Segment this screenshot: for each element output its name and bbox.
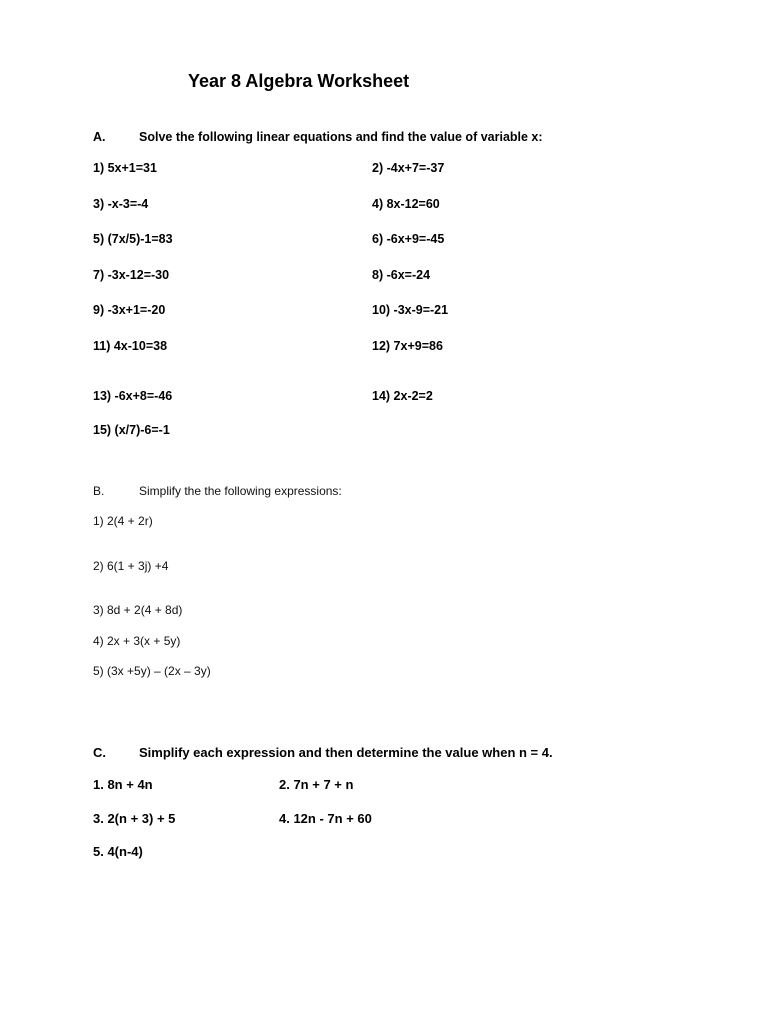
equation-item: 8) -6x=-24	[372, 268, 431, 282]
equation-item: 3) -x-3=-4	[93, 197, 149, 211]
simplify-item: 3. 2(n + 3) + 5	[93, 811, 176, 826]
equation-item: 12) 7x+9=86	[372, 339, 443, 353]
expression-item: 2) 6(1 + 3j) +4	[93, 559, 169, 573]
equation-item: 10) -3x-9=-21	[372, 303, 449, 317]
expression-item: 5) (3x +5y) – (2x – 3y)	[93, 664, 211, 678]
worksheet-title: Year 8 Algebra Worksheet	[188, 71, 410, 91]
equation-item: 14) 2x-2=2	[372, 389, 433, 403]
simplify-item: 2. 7n + 7 + n	[279, 777, 354, 792]
expression-item: 3) 8d + 2(4 + 8d)	[93, 603, 183, 617]
simplify-item: 1. 8n + 4n	[93, 777, 153, 792]
equation-item: 9) -3x+1=-20	[93, 303, 166, 317]
section-a-letter: A.	[93, 130, 106, 144]
equation-item: 4) 8x-12=60	[372, 197, 440, 211]
expression-item: 1) 2(4 + 2r)	[93, 514, 153, 528]
equation-item: 6) -6x+9=-45	[372, 232, 445, 246]
simplify-item: 5. 4(n-4)	[93, 844, 143, 859]
equation-item: 5) (7x/5)-1=83	[93, 232, 173, 246]
section-a-instruction: Solve the following linear equations and find the value of variable x:	[139, 130, 543, 144]
equation-item: 2) -4x+7=-37	[372, 161, 445, 175]
section-c-instruction: Simplify each expression and then determine the value when n = 4.	[139, 745, 553, 760]
equation-item: 13) -6x+8=-46	[93, 389, 173, 403]
section-b-letter: B.	[93, 484, 105, 498]
equation-item: 1) 5x+1=31	[93, 161, 157, 175]
section-b-instruction: Simplify the the following expressions:	[139, 484, 342, 498]
simplify-item: 4. 12n - 7n + 60	[279, 811, 372, 826]
equation-item: 15) (x/7)-6=-1	[93, 423, 170, 437]
equation-item: 7) -3x-12=-30	[93, 268, 170, 282]
expression-item: 4) 2x + 3(x + 5y)	[93, 634, 181, 648]
section-c-letter: C.	[93, 745, 106, 760]
equation-item: 11) 4x-10=38	[93, 339, 168, 353]
